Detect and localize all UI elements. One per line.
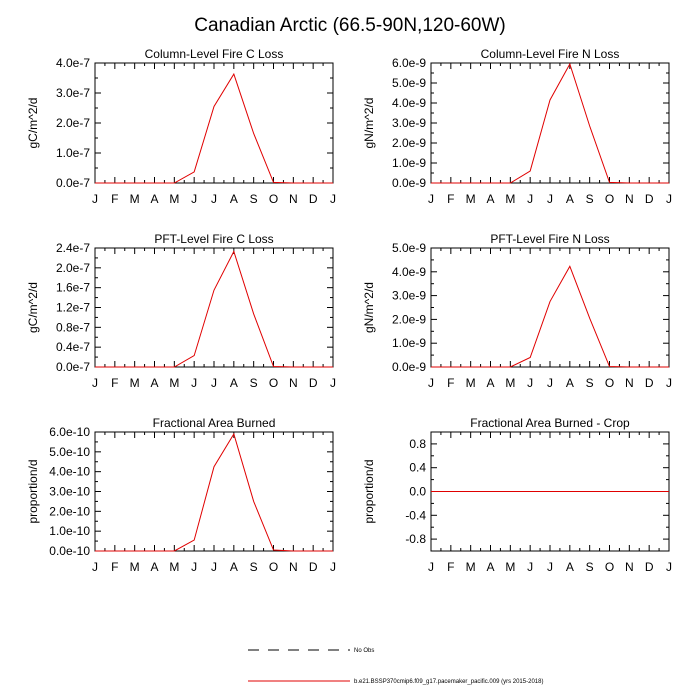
x-tick-label: M bbox=[129, 560, 140, 574]
x-tick-label: M bbox=[169, 376, 180, 390]
plot-frame bbox=[431, 63, 669, 183]
plot-frame bbox=[95, 248, 333, 367]
x-tick-label: N bbox=[624, 376, 634, 390]
x-tick-label: J bbox=[666, 376, 672, 390]
y-tick-label: 1.2e-7 bbox=[55, 300, 90, 315]
panel-title: Fractional Area Burned - Crop bbox=[470, 416, 630, 430]
y-tick-label: 2.0e-7 bbox=[55, 116, 90, 130]
x-tick-label: N bbox=[288, 560, 298, 574]
x-tick-label: F bbox=[111, 560, 119, 574]
x-tick-label: D bbox=[308, 376, 318, 390]
y-tick-label: 0.0e-7 bbox=[55, 176, 90, 190]
y-tick-label: 0.0e-10 bbox=[49, 544, 90, 558]
y-tick-label: 0.4e-7 bbox=[55, 340, 90, 355]
y-tick-label: 6.0e-9 bbox=[391, 56, 426, 70]
x-tick-label: M bbox=[169, 192, 180, 206]
y-axis-label: gN/m^2/d bbox=[362, 282, 376, 333]
y-tick-label: 4.0e-9 bbox=[391, 96, 426, 110]
x-tick-label: J bbox=[547, 560, 553, 574]
x-tick-label: A bbox=[229, 560, 238, 574]
x-tick-label: J bbox=[666, 560, 672, 574]
chart-panel-5 bbox=[26, 416, 336, 574]
series-line bbox=[95, 74, 333, 183]
y-tick-label: 3.0e-7 bbox=[55, 86, 90, 100]
x-tick-label: D bbox=[644, 560, 654, 574]
x-tick-label: F bbox=[447, 192, 455, 206]
x-tick-label: J bbox=[428, 560, 434, 574]
x-tick-label: A bbox=[150, 192, 159, 206]
y-tick-label: 0.0e-9 bbox=[391, 176, 426, 190]
chart-panel-4 bbox=[362, 232, 672, 390]
panel-title: PFT-Level Fire C Loss bbox=[154, 232, 274, 246]
y-tick-label: 2.0e-9 bbox=[391, 136, 426, 150]
legend bbox=[248, 648, 543, 685]
x-tick-label: F bbox=[447, 376, 455, 390]
y-tick-label: 0.0e-7 bbox=[55, 360, 90, 374]
y-axis-label: gC/m^2/d bbox=[26, 282, 40, 333]
plot-frame bbox=[95, 432, 333, 551]
y-tick-label: 1.0e-9 bbox=[391, 336, 426, 351]
y-tick-label: 2.0e-7 bbox=[55, 260, 90, 275]
x-tick-label: A bbox=[565, 560, 574, 574]
x-tick-label: O bbox=[604, 560, 615, 574]
x-tick-label: M bbox=[505, 560, 516, 574]
x-tick-label: S bbox=[585, 560, 594, 574]
x-tick-label: J bbox=[428, 192, 434, 206]
series-line bbox=[95, 434, 333, 551]
x-tick-label: O bbox=[268, 560, 279, 574]
chart-panel-6 bbox=[362, 416, 672, 574]
plot-frame bbox=[431, 248, 669, 367]
y-tick-label: 3.0e-9 bbox=[391, 116, 426, 130]
x-tick-label: J bbox=[666, 192, 672, 206]
y-tick-label: 6.0e-10 bbox=[49, 425, 90, 439]
x-tick-label: A bbox=[229, 192, 238, 206]
y-tick-label: 0.0 bbox=[409, 484, 426, 499]
y-tick-label: 4.0e-7 bbox=[55, 56, 90, 70]
y-tick-label: -0.4 bbox=[405, 508, 426, 523]
x-tick-label: N bbox=[624, 560, 634, 574]
x-tick-label: J bbox=[330, 560, 336, 574]
x-tick-label: M bbox=[505, 376, 516, 390]
x-tick-label: D bbox=[644, 376, 654, 390]
x-tick-label: D bbox=[644, 192, 654, 206]
panel-title: Column-Level Fire C Loss bbox=[144, 47, 284, 61]
x-tick-label: J bbox=[211, 192, 217, 206]
y-tick-label: 0.4 bbox=[409, 460, 426, 475]
y-tick-label: 4.0e-9 bbox=[391, 264, 426, 279]
x-tick-label: M bbox=[129, 192, 140, 206]
y-tick-label: 1.0e-7 bbox=[55, 146, 90, 160]
y-tick-label: 5.0e-10 bbox=[49, 444, 90, 459]
series-line bbox=[95, 251, 333, 367]
x-tick-label: D bbox=[308, 560, 318, 574]
chart-panel-2 bbox=[362, 47, 672, 206]
chart-panel-3 bbox=[26, 232, 336, 390]
x-tick-label: J bbox=[527, 376, 534, 390]
x-tick-label: O bbox=[268, 376, 279, 390]
plot-frame bbox=[95, 63, 333, 183]
x-tick-label: A bbox=[150, 376, 159, 390]
y-tick-label: 5.0e-9 bbox=[391, 76, 426, 90]
x-tick-label: N bbox=[288, 192, 298, 206]
x-tick-label: S bbox=[585, 376, 594, 390]
x-tick-label: M bbox=[129, 376, 140, 390]
x-tick-label: J bbox=[330, 376, 336, 390]
y-tick-label: -0.8 bbox=[405, 532, 426, 547]
legend-label-no-obs: No Obs bbox=[354, 648, 375, 654]
x-tick-label: S bbox=[249, 192, 258, 206]
panel-title: Column-Level Fire N Loss bbox=[480, 47, 620, 61]
x-tick-label: F bbox=[447, 560, 455, 574]
y-tick-label: 4.0e-10 bbox=[49, 464, 90, 479]
y-tick-label: 3.0e-10 bbox=[49, 484, 90, 499]
x-tick-label: J bbox=[191, 560, 198, 574]
y-tick-label: 2.0e-9 bbox=[391, 312, 426, 327]
x-tick-label: J bbox=[527, 560, 534, 574]
x-tick-label: F bbox=[111, 192, 119, 206]
x-tick-label: J bbox=[547, 376, 553, 390]
x-tick-label: M bbox=[505, 192, 516, 206]
x-tick-label: M bbox=[465, 376, 476, 390]
y-axis-label: proportion/d bbox=[362, 459, 376, 524]
x-tick-label: M bbox=[465, 192, 476, 206]
y-axis-label: gN/m^2/d bbox=[362, 97, 376, 149]
figure-title: Canadian Arctic (66.5-90N,120-60W) bbox=[194, 15, 506, 36]
y-tick-label: 1.6e-7 bbox=[55, 280, 90, 295]
y-tick-label: 1.0e-9 bbox=[391, 156, 426, 170]
x-tick-label: J bbox=[428, 376, 434, 390]
x-tick-label: S bbox=[585, 192, 594, 206]
y-tick-label: 0.8 bbox=[409, 436, 426, 451]
x-tick-label: O bbox=[268, 192, 279, 206]
x-tick-label: M bbox=[169, 560, 180, 574]
x-tick-label: J bbox=[211, 376, 217, 390]
x-tick-label: J bbox=[92, 376, 98, 390]
y-tick-label: 2.4e-7 bbox=[55, 241, 90, 255]
x-tick-label: N bbox=[288, 376, 298, 390]
x-tick-label: N bbox=[624, 192, 634, 206]
x-tick-label: O bbox=[604, 376, 615, 390]
x-tick-label: J bbox=[92, 192, 98, 206]
x-tick-label: M bbox=[465, 560, 476, 574]
x-tick-label: S bbox=[249, 376, 258, 390]
x-tick-label: O bbox=[604, 192, 615, 206]
legend-label-model: b.e21.BSSP370cmip6.f09_g17.pacemaker_pacific.009 (yrs 2015-2018) bbox=[354, 679, 544, 685]
panel-title: Fractional Area Burned bbox=[152, 416, 276, 430]
series-line bbox=[431, 266, 669, 367]
x-tick-label: J bbox=[92, 560, 98, 574]
x-tick-label: A bbox=[150, 560, 159, 574]
x-tick-label: J bbox=[547, 192, 553, 206]
x-tick-label: J bbox=[191, 376, 198, 390]
y-tick-label: 1.0e-10 bbox=[49, 524, 90, 539]
panel-title: PFT-Level Fire N Loss bbox=[490, 232, 610, 246]
panels bbox=[26, 47, 672, 574]
y-tick-label: 0.8e-7 bbox=[55, 320, 90, 335]
x-tick-label: A bbox=[229, 376, 238, 390]
x-tick-label: J bbox=[330, 192, 336, 206]
x-tick-label: J bbox=[527, 192, 534, 206]
y-tick-label: 2.0e-10 bbox=[49, 504, 90, 519]
y-axis-label: gC/m^2/d bbox=[26, 97, 40, 149]
y-tick-label: 5.0e-9 bbox=[391, 241, 426, 255]
x-tick-label: A bbox=[486, 376, 495, 390]
series-line bbox=[431, 64, 669, 183]
x-tick-label: A bbox=[565, 376, 574, 390]
x-tick-label: D bbox=[308, 192, 318, 206]
x-tick-label: J bbox=[211, 560, 217, 574]
chart-panel-1 bbox=[26, 47, 336, 206]
x-tick-label: A bbox=[565, 192, 574, 206]
x-tick-label: S bbox=[249, 560, 258, 574]
x-tick-label: A bbox=[486, 192, 495, 206]
y-axis-label: proportion/d bbox=[26, 459, 40, 524]
x-tick-label: F bbox=[111, 376, 119, 390]
y-tick-label: 0.0e-9 bbox=[391, 360, 426, 374]
x-tick-label: A bbox=[486, 560, 495, 574]
x-tick-label: J bbox=[191, 192, 198, 206]
y-tick-label: 3.0e-9 bbox=[391, 288, 426, 303]
